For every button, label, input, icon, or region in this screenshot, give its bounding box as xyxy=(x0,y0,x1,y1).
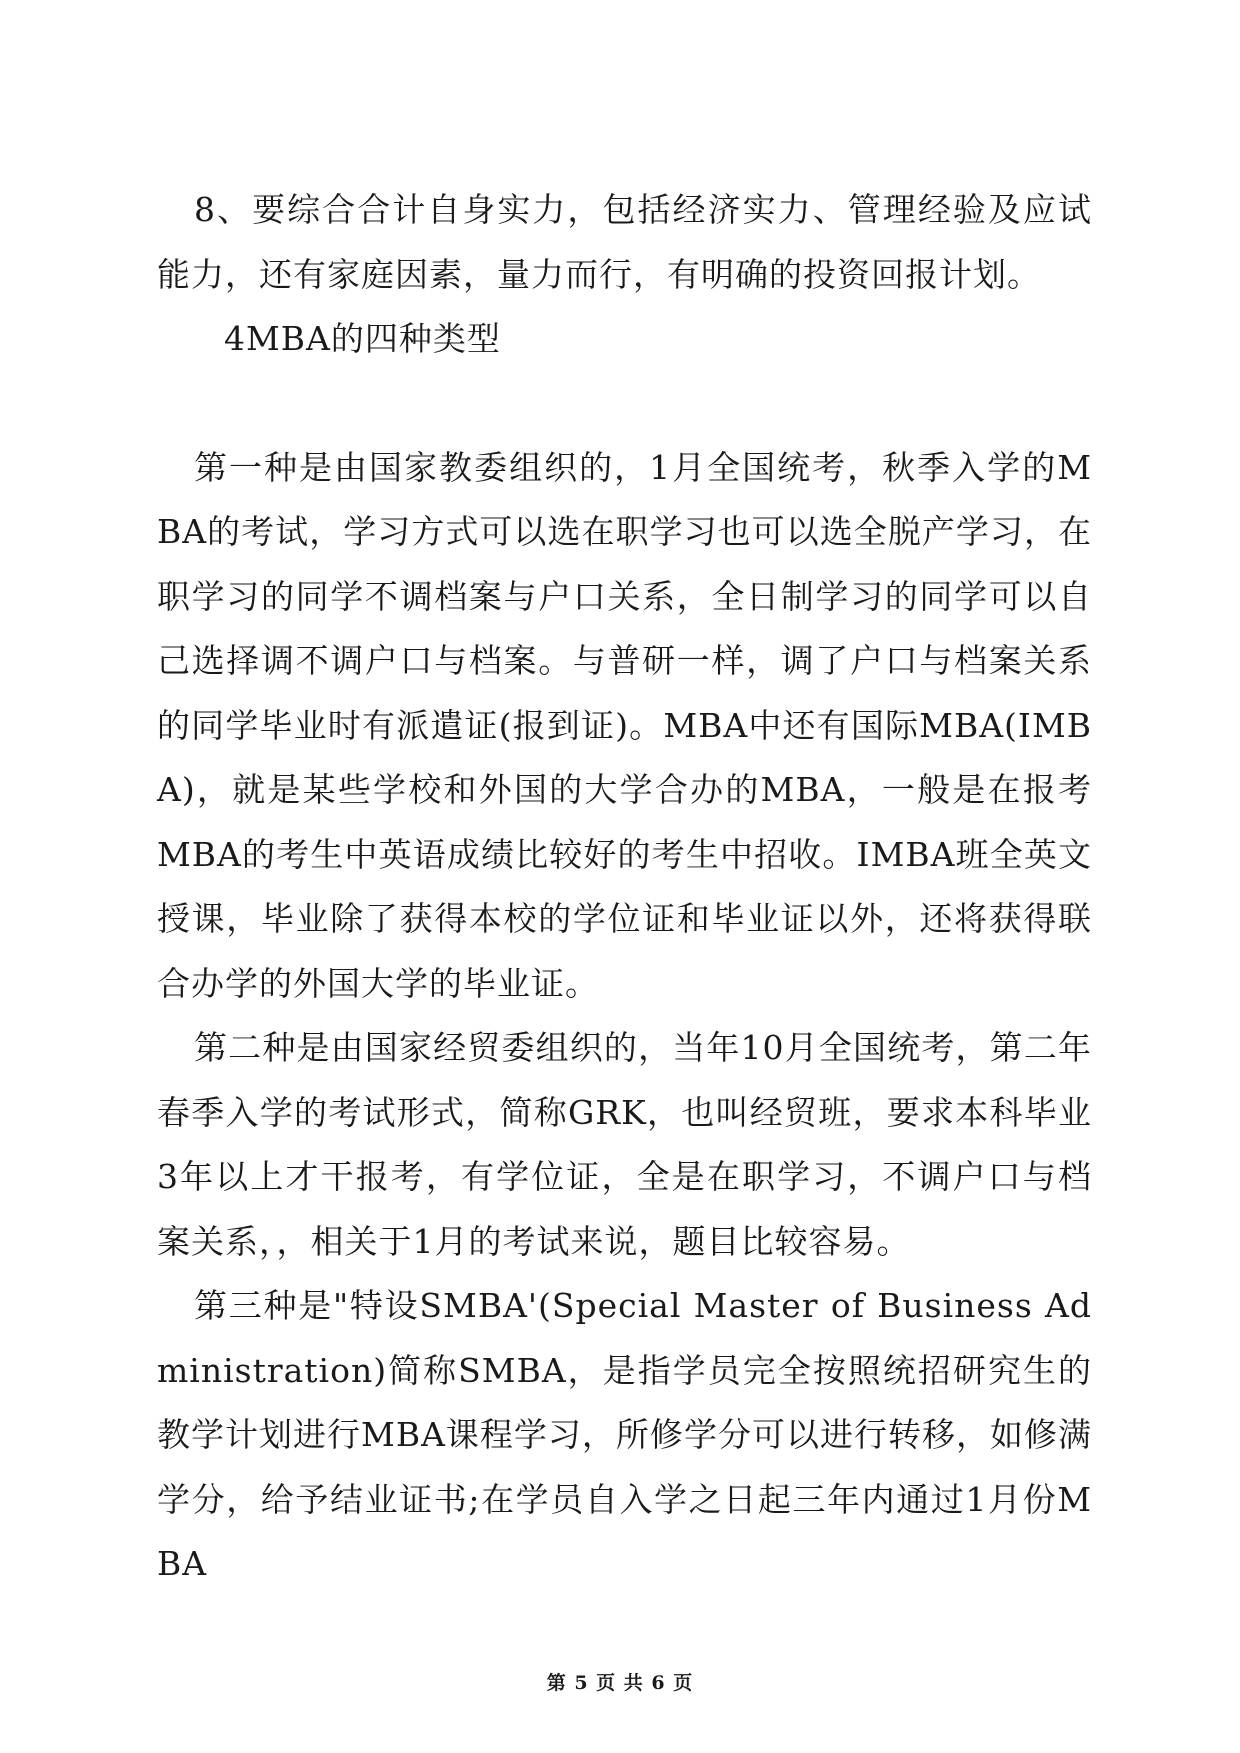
paragraph-type-3: 第三种是"特设SMBA'(Special Master of Business Administration)简称SMBA，是指学员完全按照统招研究生的教学计划进行MBA课程学习，所修学分可以进行转移，如修满学分，给予结业证书;在学员自入学之日起三年内通过1月份MBA xyxy=(157,1286,1092,1583)
blank-line xyxy=(157,372,1092,436)
paragraph-type-2: 第二种是由国家经贸委组织的，当年10月全国统考，第二年春季入学的考试形式，简称GRK，也叫经贸班，要求本科毕业3年以上才干报考，有学位证，全是在职学习，不调户口与档案关系，，相关于1月的考试来说，题目比较容易。 xyxy=(157,1028,1092,1261)
paragraph-type-1: 第一种是由国家教委组织的，1月全国统考，秋季入学的MBA的考试，学习方式可以选在职学习也可以选全脱产学习，在职学习的同学不调档案与户口关系，全日制学习的同学可以自己选择调不调户口与档案。与普研一样，调了户口与档案关系的同学毕业时有派遣证(报到证)。MBA中还有国际MBA(IMBA)，就是某些学校和外国的大学合办的MBA，一般是在报考MBA的考生中英语成绩比较好的考生中招收。IMBA班全英文授课，毕业除了获得本校的学位证和毕业证以外，还将获得联合办学的外国大学的毕业证。 xyxy=(157,447,1092,1003)
page-number-footer: 第 5 页 共 6 页 xyxy=(546,1672,694,1694)
document-body xyxy=(157,178,1092,1597)
section-heading: 4MBA的四种类型 xyxy=(224,319,501,358)
paragraph-item-8: 8、要综合合计自身实力，包括经济实力、管理经验及应试能力，还有家庭因素，量力而行，有明确的投资回报计划。 xyxy=(157,190,1092,294)
